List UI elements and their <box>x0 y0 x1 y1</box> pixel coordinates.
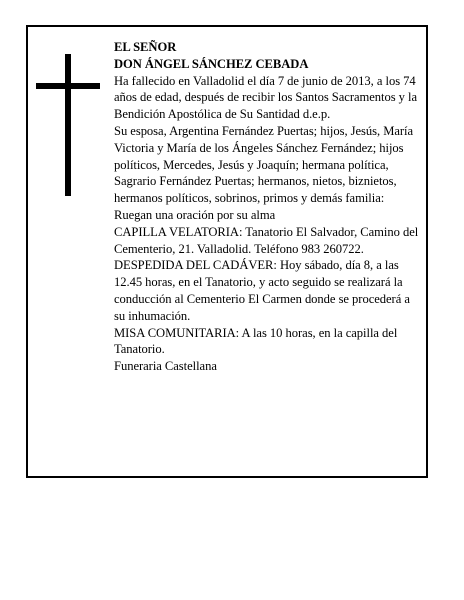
funeral-home: Funeraria Castellana <box>114 359 217 374</box>
prayer-request: Ruegan una oración por su alma <box>114 207 276 222</box>
farewell-info: DESPEDIDA DEL CADÁVER: Hoy sábado, día 8, a las 12.45 horas, en el Tanatorio, y acto seguido se realizará la conducción al Cementerio El Carmen donde se procederá a su inhumación. <box>114 258 410 323</box>
death-announcement: Ha fallecido en Valladolid el día 7 de junio de 2013, a los 74 años de edad, después de recibir los Santos Sacramentos y la Bendición Apostólica de Su Santidad d.e.p. <box>114 73 418 122</box>
family-list: Su esposa, Argentina Fernández Puertas; hijos, Jesús, María Victoria y María de los Ángeles Sánchez Fernández; hijos políticos, Mercedes, Jesús y Joaquín; hermana política, Sagrario Fernández Puertas; hermanos, nietos, biznietos, hermanos políticos, sobrinos, primos y demás familia: <box>114 123 414 206</box>
title-line-1: EL SEÑOR <box>114 40 177 54</box>
cross-icon <box>36 54 100 196</box>
mass-info: MISA COMUNITARIA: A las 10 horas, en la capilla del Tanatorio. <box>114 325 398 357</box>
cross-horizontal-bar <box>36 83 100 89</box>
notice-body <box>114 39 422 375</box>
cross-vertical-bar <box>65 54 71 196</box>
deceased-name: DON ÁNGEL SÁNCHEZ CEBADA <box>114 56 309 71</box>
chapel-info: CAPILLA VELATORIA: Tanatorio El Salvador, Camino del Cementerio, 21. Valladolid. Teléfono 983 260722. <box>114 224 419 256</box>
